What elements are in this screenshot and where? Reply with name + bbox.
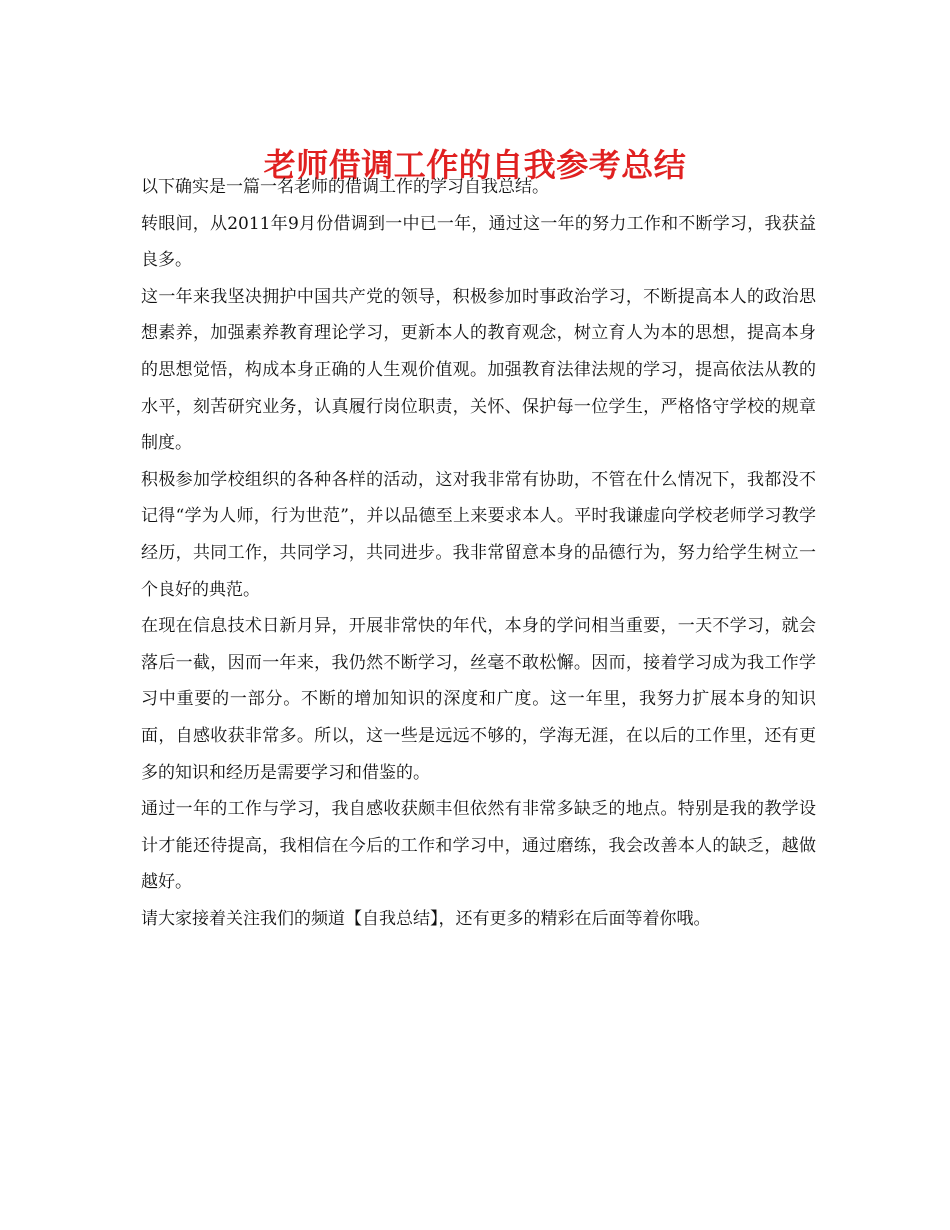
document-body (141, 169, 816, 937)
paragraph-intro: 以下确实是一篇一名老师的借调工作的学习自我总结。 (141, 177, 549, 197)
paragraph-political-study: 这一年来我坚决拥护中国共产党的领导，积极参加时事政治学习，不断提高本人的政治思想素养，加强素养教育理论学习，更新本人的教育观念，树立育人为本的思想，提高本身的思想觉悟，构成本身正确的人生观价值观。加强教育法律法规的学习，提高依法从教的水平，刻苦研究业务，认真履行岗位职责，关怀、保护每一位学生，严格恪守学校的规章制度。 (141, 286, 816, 454)
paragraph-closing: 请大家接着关注我们的频道【自我总结】，还有更多的精彩在后面等着你哦。 (141, 908, 711, 929)
paragraph-continuous-learning: 在现在信息技术日新月异，开展非常快的年代，本身的学问相当重要，一天不学习，就会落后一截，因而一年来，我仍然不断学习，丝毫不敢松懈。因而，接着学习成为我工作学习中重要的一部分。不断的增加知识的深度和广度。这一年里，我努力扩展本身的知识面，自感收获非常多。所以，这一些是远远不够的，学海无涯，在以后的工作里，还有更多的知识和经历是需要学习和借鉴的。 (141, 616, 816, 783)
paragraph-opening: 转眼间，从2011年9月份借调到一中已一年，通过这一年的努力工作和不断学习，我获益良多。 (141, 213, 816, 271)
document-title: 老师借调工作的自我参考总结 (263, 146, 687, 185)
paragraph-school-activities: 积极参加学校组织的各种各样的活动，这对我非常有协助，不管在什么情况下，我都没不记得“学为人师，行为世范”，并以品德至上来要求本人。平时我谦虚向学校老师学习教学经历，共同工作，共同学习，共同进步。我非常留意本身的品德行为，努力给学生树立一个良好的典范。 (141, 469, 816, 600)
paragraph-shortcomings: 通过一年的工作与学习，我自感收获颇丰但依然有非常多缺乏的地点。特别是我的教学设计才能还待提高，我相信在今后的工作和学习中，通过磨练，我会改善本人的缺乏，越做越好。 (141, 799, 816, 893)
